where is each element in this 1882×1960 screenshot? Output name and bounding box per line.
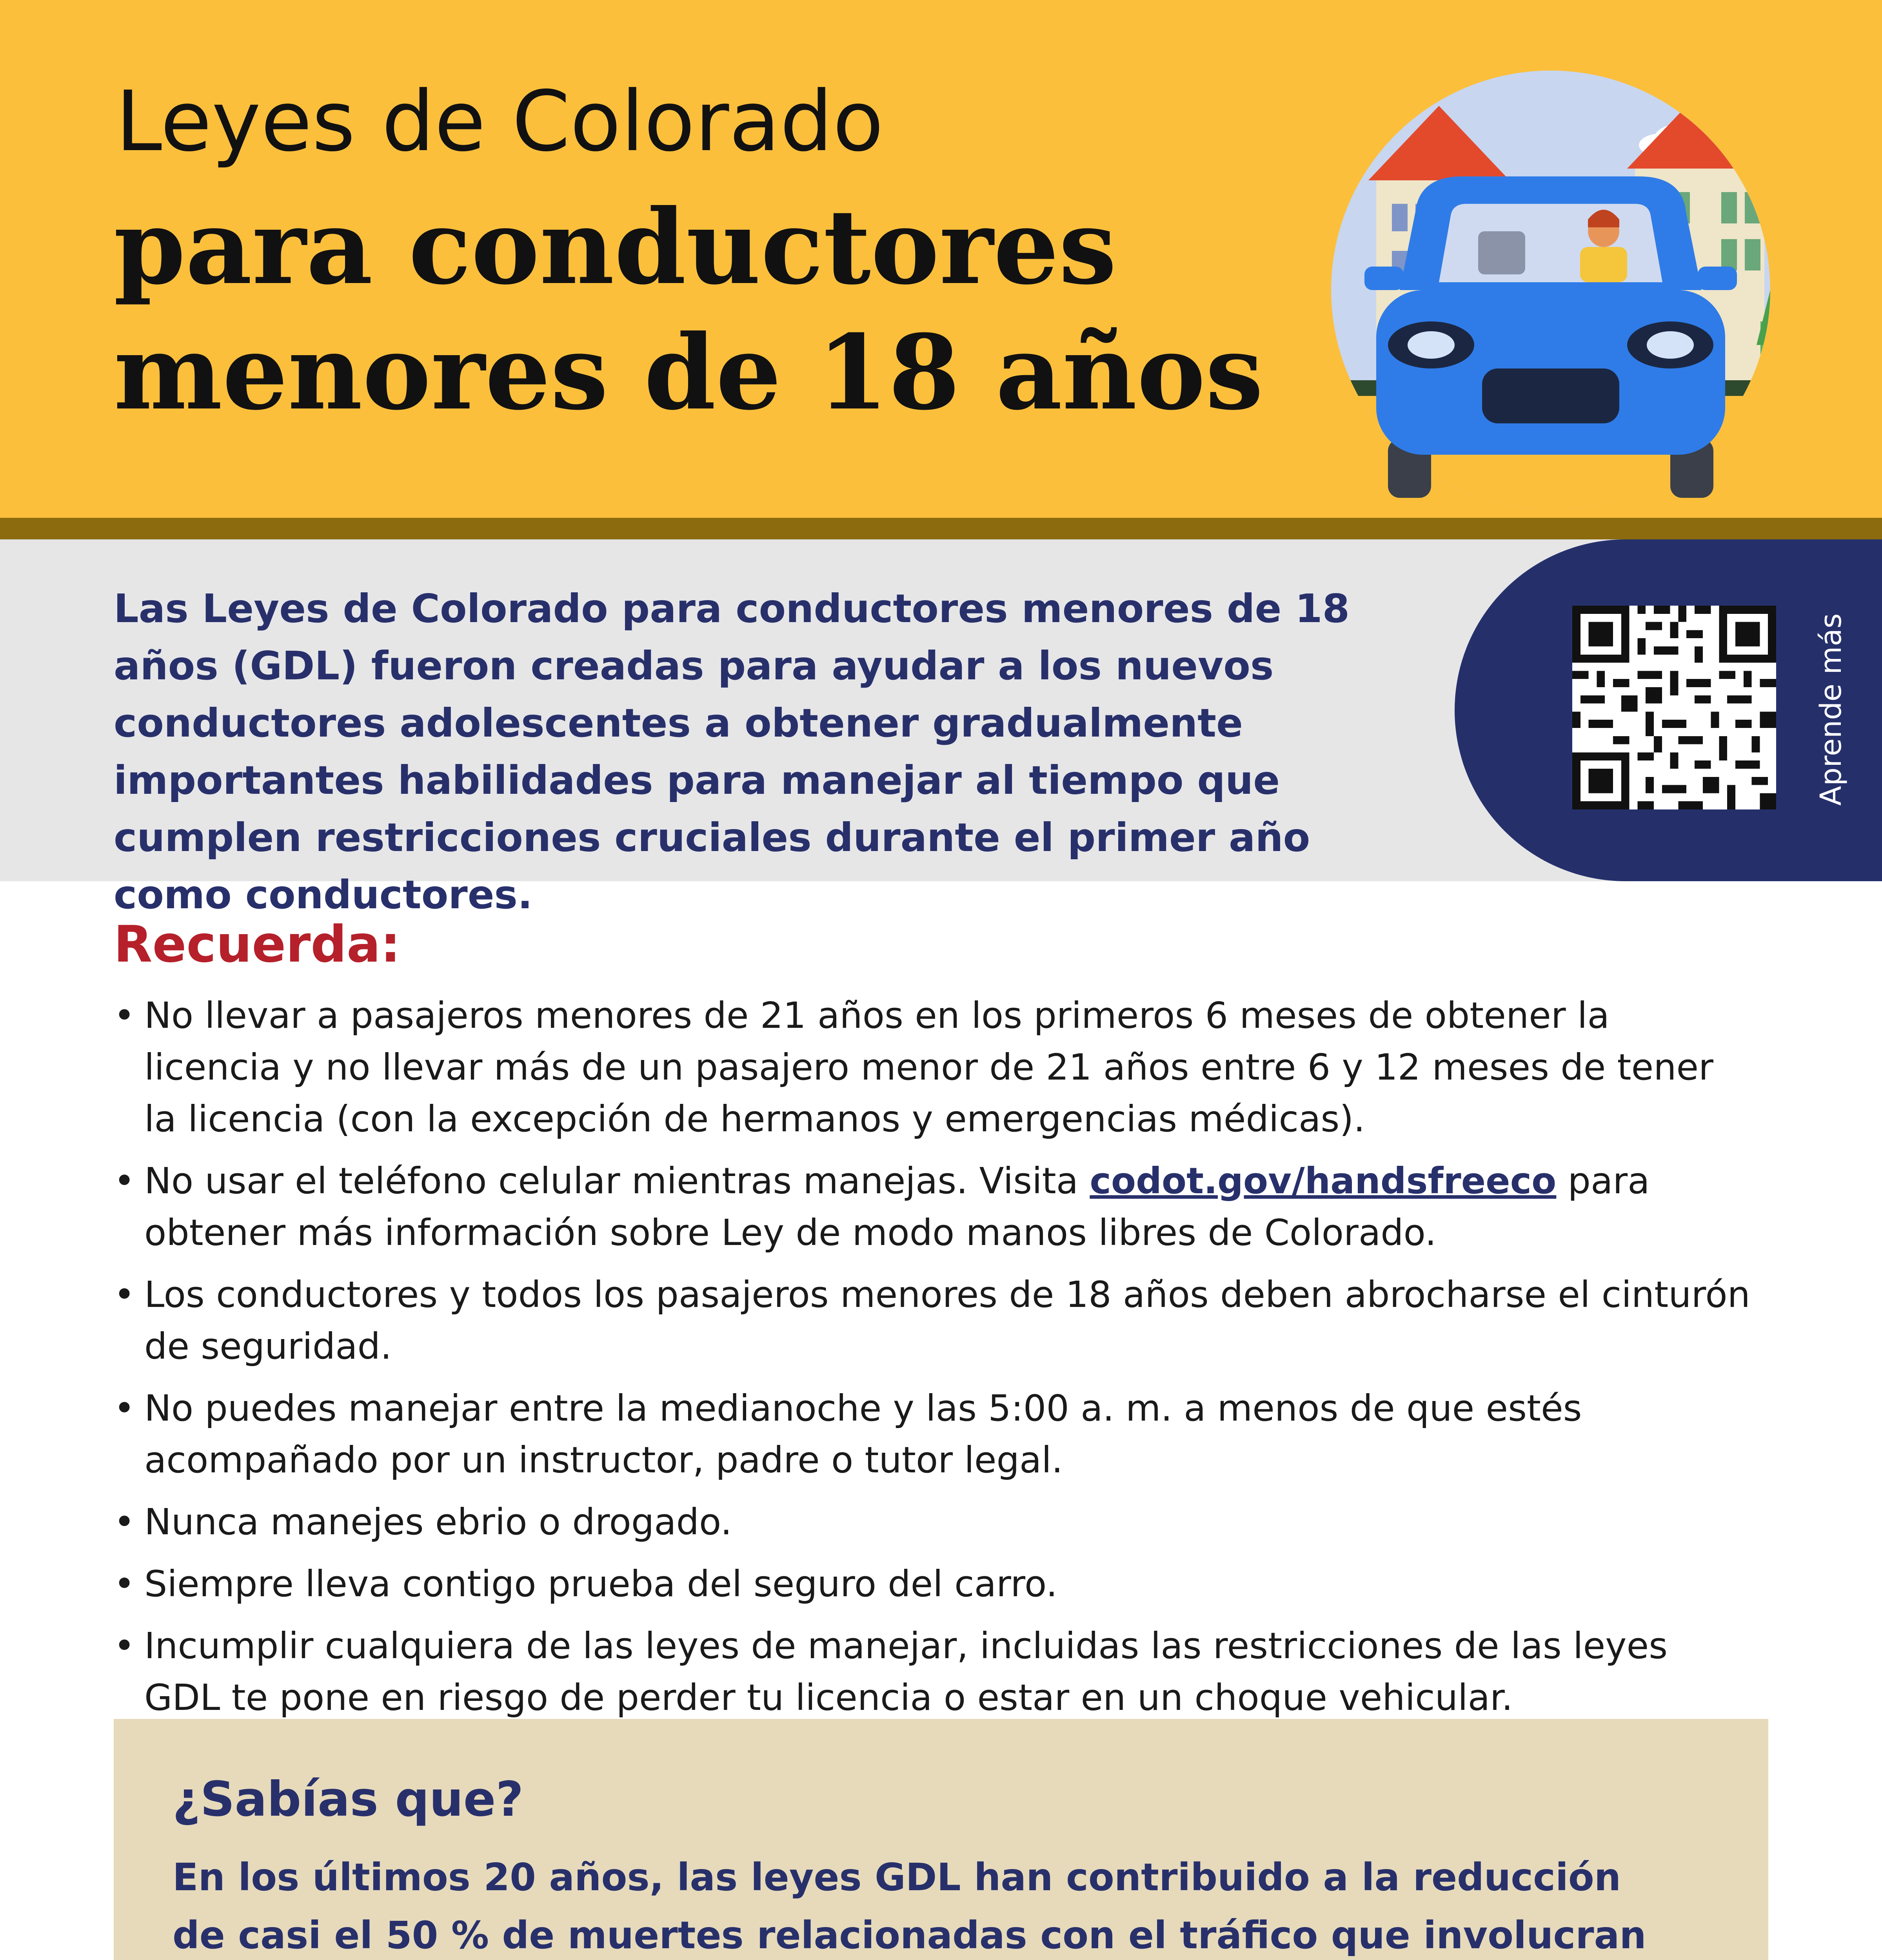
- blue-car: [1364, 176, 1737, 498]
- rules-list: [114, 990, 1753, 1734]
- rule-item: • Siempre lleva contigo prueba del seguro del carro.: [114, 1558, 1753, 1610]
- rule-item: • Incumplir cualquiera de las leyes de manejar, incluidas las restricciones de las leyes GDL te pone en riesgo de perder tu licencia o estar en un choque vehicular.: [114, 1620, 1753, 1724]
- title-line-2: para conductores: [114, 187, 1117, 307]
- rule-item: [114, 1155, 1753, 1259]
- handsfree-link[interactable]: codot.gov/handsfreeco: [1090, 1160, 1557, 1202]
- qr-label-text: Aprende más: [1814, 613, 1848, 806]
- title-line-3: menores de 18 años: [114, 312, 1264, 433]
- recuerda-heading: Recuerda:: [114, 915, 401, 974]
- facts-paragraph: En los últimos 20 años, las leyes GDL han contribuido a la reducción de casi el 50 % de muertes relacionadas con el tráfico que involucran: [173, 1855, 1646, 1957]
- rule-item: • Nunca manejes ebrio o drogado.: [114, 1496, 1753, 1548]
- intro-paragraph: Las Leyes de Colorado para conductores menores de 18 años (GDL) fueron creadas para ayudar a los nuevos conductores adolescentes a obtener gradualmente importantes habilidades para manejar al tiempo que cumplen restricciones cruciales durante el primer año como conductores.: [114, 586, 1350, 918]
- car-illustration: [1298, 47, 1804, 518]
- qr-code-icon[interactable]: [1572, 606, 1776, 809]
- rule-item: • No llevar a pasajeros menores de 21 años en los primeros 6 meses de obtener la licencia y no llevar más de un pasajero menor de 21 años entre 6 y 12 meses de tener la licencia (con la excepción de hermanos y emergencias médicas).: [114, 990, 1753, 1145]
- bush: [1760, 321, 1804, 400]
- facts-heading: ¿Sabías que?: [173, 1771, 524, 1827]
- rule-item: • No puedes manejar entre la medianoche y las 5:00 a. m. a menos de que estés acompañado por un instructor, padre o tutor legal.: [114, 1383, 1753, 1486]
- rule-item: • Los conductores y todos los pasajeros menores de 18 años deben abrocharse el cinturón de seguridad.: [114, 1269, 1753, 1372]
- rule-text: para obtener más información sobre Ley de modo manos libres de Colorado.: [144, 1160, 1650, 1254]
- qr-label: [1782, 604, 1868, 815]
- title-line-1: Leyes de Colorado: [116, 73, 884, 170]
- header-divider-strip: [0, 518, 1882, 539]
- rule-text: No usar el teléfono celular mientras manejas. Visita: [144, 1160, 1090, 1202]
